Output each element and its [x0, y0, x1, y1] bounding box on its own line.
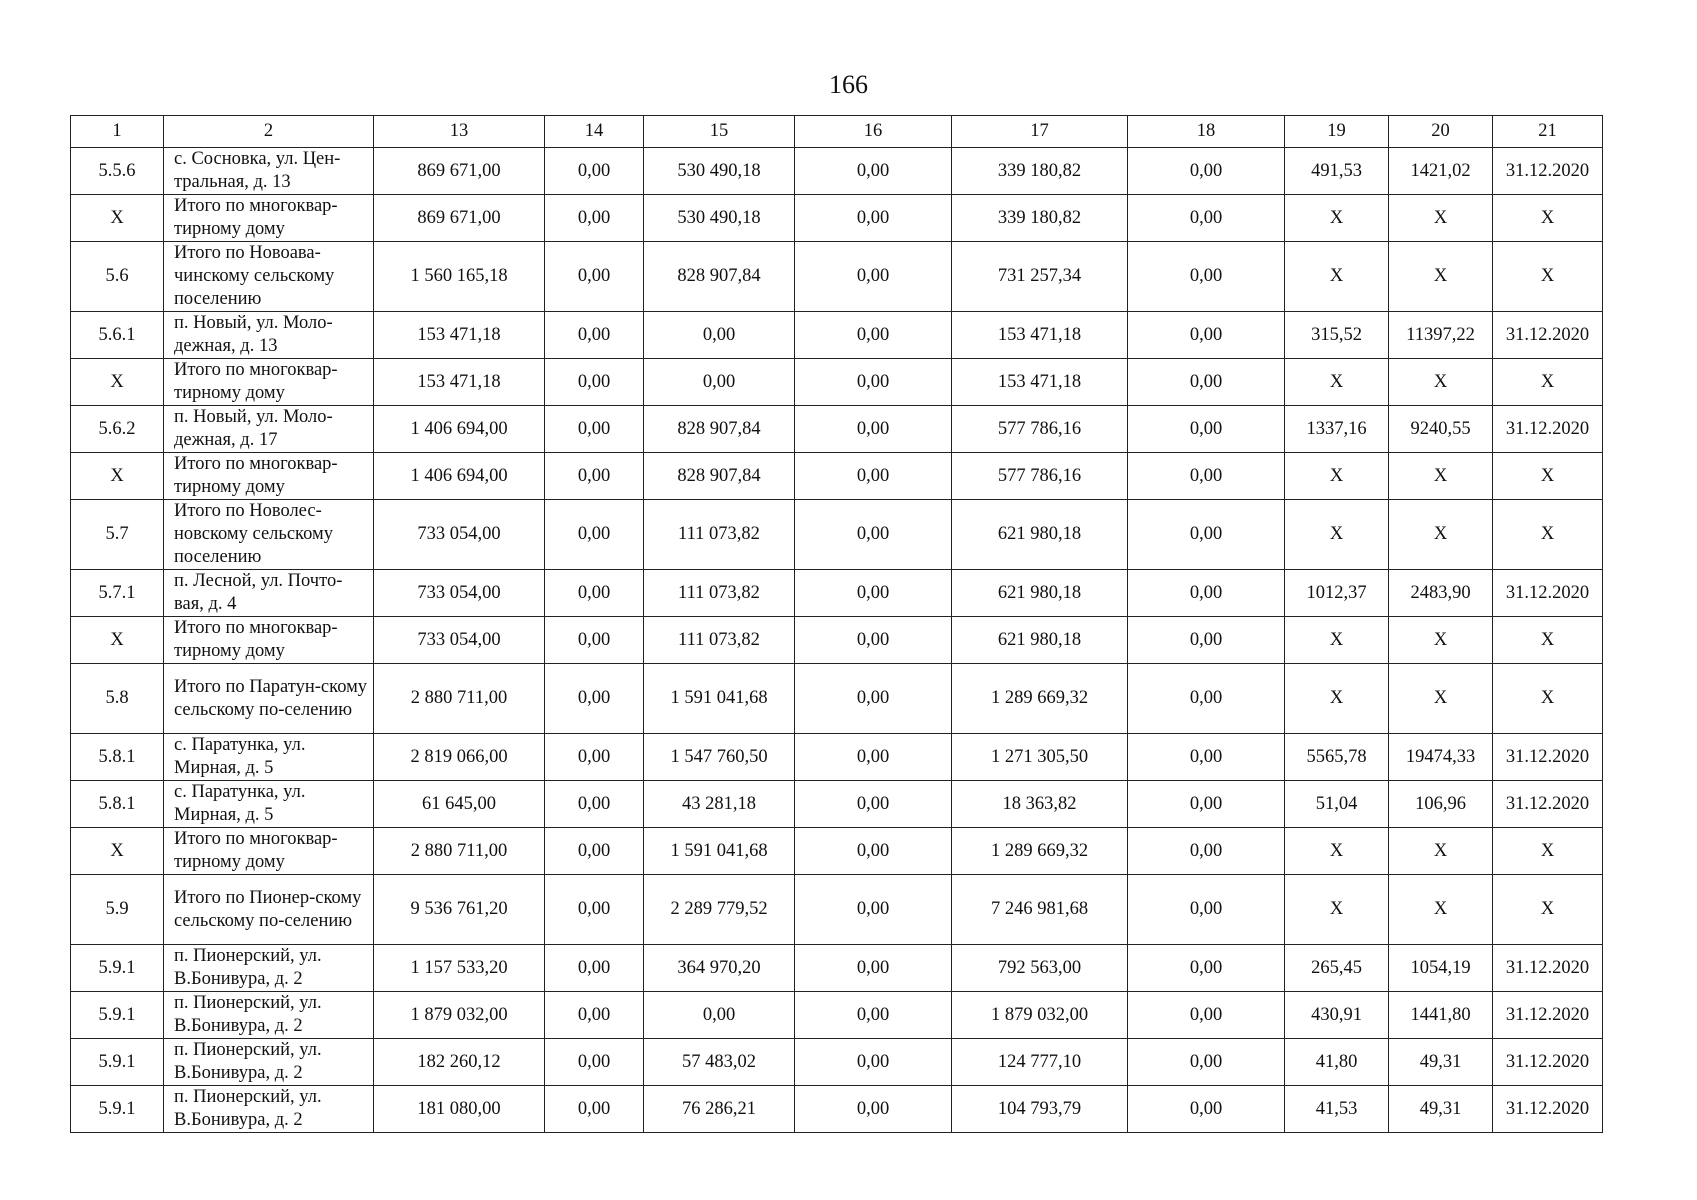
owners-funds-cell: 18 363,82: [952, 781, 1128, 828]
table-row: [71, 453, 1603, 500]
local-budget-cell: 0,00: [795, 992, 952, 1039]
owners-funds-cell: 339 180,82: [952, 148, 1128, 195]
other-cell: 0,00: [1128, 734, 1285, 781]
area-cell: 1012,37: [1285, 570, 1389, 617]
cost-per-unit-cell: 2483,90: [1389, 570, 1493, 617]
row-number-cell: 5.8.1: [71, 781, 164, 828]
other-cell: 0,00: [1128, 500, 1285, 570]
deadline-cell: 31.12.2020: [1493, 1039, 1603, 1086]
column-header: 21: [1493, 116, 1603, 148]
row-number-cell: X: [71, 453, 164, 500]
region-budget-cell: 364 970,20: [644, 945, 795, 992]
region-budget-cell: 0,00: [644, 359, 795, 406]
column-header: 16: [795, 116, 952, 148]
other-cell: 0,00: [1128, 1039, 1285, 1086]
table-row: [71, 617, 1603, 664]
local-budget-cell: 0,00: [795, 664, 952, 734]
other-cell: 0,00: [1128, 664, 1285, 734]
region-budget-cell: 530 490,18: [644, 148, 795, 195]
table-row: [71, 992, 1603, 1039]
address-cell: Итого по многоквар-тирному дому: [164, 359, 374, 406]
cost-per-unit-cell: X: [1389, 617, 1493, 664]
owners-funds-cell: 577 786,16: [952, 406, 1128, 453]
column-header: 13: [374, 116, 545, 148]
other-cell: 0,00: [1128, 242, 1285, 312]
row-number-cell: 5.9.1: [71, 1086, 164, 1133]
region-budget-cell: 828 907,84: [644, 242, 795, 312]
area-cell: 41,53: [1285, 1086, 1389, 1133]
cost-total-cell: 869 671,00: [374, 195, 545, 242]
local-budget-cell: 0,00: [795, 242, 952, 312]
deadline-cell: 31.12.2020: [1493, 570, 1603, 617]
address-cell: Итого по многоквар-тирному дому: [164, 617, 374, 664]
row-number-cell: 5.7: [71, 500, 164, 570]
owners-funds-cell: 124 777,10: [952, 1039, 1128, 1086]
budget-table: [70, 115, 1603, 1133]
fund-cell: 0,00: [545, 781, 644, 828]
area-cell: 430,91: [1285, 992, 1389, 1039]
address-cell: п. Новый, ул. Моло-дежная, д. 13: [164, 312, 374, 359]
address-cell: п. Пионерский, ул. В.Бонивура, д. 2: [164, 1086, 374, 1133]
other-cell: 0,00: [1128, 453, 1285, 500]
cost-total-cell: 2 880 711,00: [374, 664, 545, 734]
row-number-cell: 5.9: [71, 875, 164, 945]
cost-per-unit-cell: X: [1389, 875, 1493, 945]
row-number-cell: X: [71, 359, 164, 406]
cost-per-unit-cell: 49,31: [1389, 1039, 1493, 1086]
address-cell: Итого по Паратун-скому сельскому по-селению: [164, 664, 374, 734]
owners-funds-cell: 621 980,18: [952, 617, 1128, 664]
cost-per-unit-cell: 1421,02: [1389, 148, 1493, 195]
address-cell: п. Новый, ул. Моло-дежная, д. 17: [164, 406, 374, 453]
address-cell: Итого по Новолес-новскому сельскому поселению: [164, 500, 374, 570]
table-row: [71, 406, 1603, 453]
table-row: [71, 945, 1603, 992]
area-cell: X: [1285, 828, 1389, 875]
owners-funds-cell: 153 471,18: [952, 312, 1128, 359]
header-row: [71, 116, 1603, 148]
owners-funds-cell: 621 980,18: [952, 570, 1128, 617]
row-number-cell: 5.7.1: [71, 570, 164, 617]
cost-total-cell: 9 536 761,20: [374, 875, 545, 945]
row-number-cell: 5.6.1: [71, 312, 164, 359]
region-budget-cell: 57 483,02: [644, 1039, 795, 1086]
address-cell: п. Лесной, ул. Почто-вая, д. 4: [164, 570, 374, 617]
fund-cell: 0,00: [545, 570, 644, 617]
local-budget-cell: 0,00: [795, 1039, 952, 1086]
area-cell: X: [1285, 242, 1389, 312]
owners-funds-cell: 731 257,34: [952, 242, 1128, 312]
row-number-cell: 5.8: [71, 664, 164, 734]
cost-total-cell: 153 471,18: [374, 312, 545, 359]
local-budget-cell: 0,00: [795, 406, 952, 453]
region-budget-cell: 1 547 760,50: [644, 734, 795, 781]
deadline-cell: X: [1493, 875, 1603, 945]
cost-per-unit-cell: X: [1389, 828, 1493, 875]
other-cell: 0,00: [1128, 570, 1285, 617]
column-header: 2: [164, 116, 374, 148]
region-budget-cell: 828 907,84: [644, 453, 795, 500]
region-budget-cell: 828 907,84: [644, 406, 795, 453]
row-number-cell: 5.6: [71, 242, 164, 312]
cost-per-unit-cell: 19474,33: [1389, 734, 1493, 781]
address-cell: Итого по многоквар-тирному дому: [164, 828, 374, 875]
local-budget-cell: 0,00: [795, 195, 952, 242]
table-row: [71, 875, 1603, 945]
region-budget-cell: 76 286,21: [644, 1086, 795, 1133]
deadline-cell: X: [1493, 453, 1603, 500]
address-cell: п. Пионерский, ул. В.Бонивура, д. 2: [164, 992, 374, 1039]
column-header: 18: [1128, 116, 1285, 148]
local-budget-cell: 0,00: [795, 875, 952, 945]
other-cell: 0,00: [1128, 875, 1285, 945]
local-budget-cell: 0,00: [795, 359, 952, 406]
cost-total-cell: 2 819 066,00: [374, 734, 545, 781]
row-number-cell: 5.9.1: [71, 1039, 164, 1086]
owners-funds-cell: 792 563,00: [952, 945, 1128, 992]
deadline-cell: X: [1493, 828, 1603, 875]
fund-cell: 0,00: [545, 500, 644, 570]
owners-funds-cell: 7 246 981,68: [952, 875, 1128, 945]
fund-cell: 0,00: [545, 242, 644, 312]
deadline-cell: 31.12.2020: [1493, 1086, 1603, 1133]
cost-per-unit-cell: X: [1389, 359, 1493, 406]
fund-cell: 0,00: [545, 1086, 644, 1133]
address-cell: п. Пионерский, ул. В.Бонивура, д. 2: [164, 1039, 374, 1086]
region-budget-cell: 111 073,82: [644, 570, 795, 617]
area-cell: 41,80: [1285, 1039, 1389, 1086]
cost-per-unit-cell: 9240,55: [1389, 406, 1493, 453]
row-number-cell: 5.9.1: [71, 992, 164, 1039]
local-budget-cell: 0,00: [795, 148, 952, 195]
fund-cell: 0,00: [545, 312, 644, 359]
region-budget-cell: 1 591 041,68: [644, 828, 795, 875]
fund-cell: 0,00: [545, 195, 644, 242]
fund-cell: 0,00: [545, 1039, 644, 1086]
region-budget-cell: 2 289 779,52: [644, 875, 795, 945]
local-budget-cell: 0,00: [795, 617, 952, 664]
table-row: [71, 570, 1603, 617]
cost-per-unit-cell: X: [1389, 242, 1493, 312]
fund-cell: 0,00: [545, 453, 644, 500]
column-header: 20: [1389, 116, 1493, 148]
fund-cell: 0,00: [545, 148, 644, 195]
deadline-cell: 31.12.2020: [1493, 312, 1603, 359]
area-cell: 5565,78: [1285, 734, 1389, 781]
row-number-cell: X: [71, 828, 164, 875]
cost-total-cell: 869 671,00: [374, 148, 545, 195]
area-cell: 265,45: [1285, 945, 1389, 992]
page-number: 166: [829, 70, 868, 99]
cost-per-unit-cell: X: [1389, 500, 1493, 570]
address-cell: п. Пионерский, ул. В.Бонивура, д. 2: [164, 945, 374, 992]
deadline-cell: X: [1493, 242, 1603, 312]
cost-total-cell: 733 054,00: [374, 617, 545, 664]
area-cell: X: [1285, 359, 1389, 406]
cost-per-unit-cell: 49,31: [1389, 1086, 1493, 1133]
cost-total-cell: 1 560 165,18: [374, 242, 545, 312]
row-number-cell: X: [71, 617, 164, 664]
local-budget-cell: 0,00: [795, 453, 952, 500]
fund-cell: 0,00: [545, 734, 644, 781]
fund-cell: 0,00: [545, 617, 644, 664]
cost-total-cell: 61 645,00: [374, 781, 545, 828]
fund-cell: 0,00: [545, 945, 644, 992]
area-cell: 491,53: [1285, 148, 1389, 195]
column-header: 17: [952, 116, 1128, 148]
deadline-cell: 31.12.2020: [1493, 781, 1603, 828]
area-cell: X: [1285, 453, 1389, 500]
column-header: 15: [644, 116, 795, 148]
column-header: 19: [1285, 116, 1389, 148]
owners-funds-cell: 577 786,16: [952, 453, 1128, 500]
row-number-cell: 5.5.6: [71, 148, 164, 195]
cost-total-cell: 181 080,00: [374, 1086, 545, 1133]
table-row: [71, 359, 1603, 406]
cost-total-cell: 1 157 533,20: [374, 945, 545, 992]
deadline-cell: 31.12.2020: [1493, 148, 1603, 195]
deadline-cell: X: [1493, 195, 1603, 242]
cost-per-unit-cell: 1054,19: [1389, 945, 1493, 992]
area-cell: X: [1285, 664, 1389, 734]
local-budget-cell: 0,00: [795, 828, 952, 875]
deadline-cell: 31.12.2020: [1493, 992, 1603, 1039]
fund-cell: 0,00: [545, 359, 644, 406]
fund-cell: 0,00: [545, 992, 644, 1039]
region-budget-cell: 0,00: [644, 992, 795, 1039]
cost-total-cell: 2 880 711,00: [374, 828, 545, 875]
table-row: [71, 242, 1603, 312]
other-cell: 0,00: [1128, 781, 1285, 828]
fund-cell: 0,00: [545, 828, 644, 875]
other-cell: 0,00: [1128, 312, 1285, 359]
owners-funds-cell: 339 180,82: [952, 195, 1128, 242]
deadline-cell: X: [1493, 500, 1603, 570]
row-number-cell: 5.8.1: [71, 734, 164, 781]
area-cell: 1337,16: [1285, 406, 1389, 453]
table-row: [71, 734, 1603, 781]
area-cell: X: [1285, 500, 1389, 570]
cost-total-cell: 733 054,00: [374, 500, 545, 570]
owners-funds-cell: 104 793,79: [952, 1086, 1128, 1133]
address-cell: Итого по Пионер-скому сельскому по-селению: [164, 875, 374, 945]
column-header: 14: [545, 116, 644, 148]
address-cell: Итого по Новоава-чинскому сельскому поселению: [164, 242, 374, 312]
other-cell: 0,00: [1128, 992, 1285, 1039]
cost-total-cell: 1 406 694,00: [374, 406, 545, 453]
region-budget-cell: 530 490,18: [644, 195, 795, 242]
table-row: [71, 781, 1603, 828]
local-budget-cell: 0,00: [795, 734, 952, 781]
owners-funds-cell: 1 271 305,50: [952, 734, 1128, 781]
deadline-cell: 31.12.2020: [1493, 406, 1603, 453]
table-row: [71, 1039, 1603, 1086]
other-cell: 0,00: [1128, 945, 1285, 992]
local-budget-cell: 0,00: [795, 781, 952, 828]
region-budget-cell: 1 591 041,68: [644, 664, 795, 734]
owners-funds-cell: 153 471,18: [952, 359, 1128, 406]
table-body: [71, 148, 1603, 1133]
area-cell: X: [1285, 195, 1389, 242]
fund-cell: 0,00: [545, 664, 644, 734]
local-budget-cell: 0,00: [795, 312, 952, 359]
column-header: 1: [71, 116, 164, 148]
area-cell: 315,52: [1285, 312, 1389, 359]
area-cell: X: [1285, 617, 1389, 664]
address-cell: Итого по многоквар-тирному дому: [164, 453, 374, 500]
cost-total-cell: 1 879 032,00: [374, 992, 545, 1039]
other-cell: 0,00: [1128, 617, 1285, 664]
address-cell: с. Паратунка, ул. Мирная, д. 5: [164, 734, 374, 781]
other-cell: 0,00: [1128, 359, 1285, 406]
cost-per-unit-cell: 11397,22: [1389, 312, 1493, 359]
region-budget-cell: 43 281,18: [644, 781, 795, 828]
cost-per-unit-cell: 1441,80: [1389, 992, 1493, 1039]
table-row: [71, 312, 1603, 359]
local-budget-cell: 0,00: [795, 570, 952, 617]
other-cell: 0,00: [1128, 828, 1285, 875]
cost-total-cell: 153 471,18: [374, 359, 545, 406]
other-cell: 0,00: [1128, 406, 1285, 453]
table-row: [71, 1086, 1603, 1133]
owners-funds-cell: 1 289 669,32: [952, 828, 1128, 875]
table-row: [71, 664, 1603, 734]
row-number-cell: X: [71, 195, 164, 242]
table-row: [71, 500, 1603, 570]
deadline-cell: 31.12.2020: [1493, 734, 1603, 781]
owners-funds-cell: 1 879 032,00: [952, 992, 1128, 1039]
table-row: [71, 195, 1603, 242]
address-cell: Итого по многоквар-тирному дому: [164, 195, 374, 242]
row-number-cell: 5.9.1: [71, 945, 164, 992]
table-row: [71, 828, 1603, 875]
other-cell: 0,00: [1128, 1086, 1285, 1133]
other-cell: 0,00: [1128, 195, 1285, 242]
deadline-cell: X: [1493, 617, 1603, 664]
deadline-cell: 31.12.2020: [1493, 945, 1603, 992]
owners-funds-cell: 621 980,18: [952, 500, 1128, 570]
deadline-cell: X: [1493, 359, 1603, 406]
other-cell: 0,00: [1128, 148, 1285, 195]
row-number-cell: 5.6.2: [71, 406, 164, 453]
cost-total-cell: 182 260,12: [374, 1039, 545, 1086]
cost-total-cell: 1 406 694,00: [374, 453, 545, 500]
local-budget-cell: 0,00: [795, 945, 952, 992]
cost-per-unit-cell: X: [1389, 664, 1493, 734]
cost-per-unit-cell: 106,96: [1389, 781, 1493, 828]
local-budget-cell: 0,00: [795, 1086, 952, 1133]
address-cell: с. Сосновка, ул. Цен-тральная, д. 13: [164, 148, 374, 195]
local-budget-cell: 0,00: [795, 500, 952, 570]
region-budget-cell: 111 073,82: [644, 500, 795, 570]
address-cell: с. Паратунка, ул. Мирная, д. 5: [164, 781, 374, 828]
region-budget-cell: 111 073,82: [644, 617, 795, 664]
area-cell: 51,04: [1285, 781, 1389, 828]
region-budget-cell: 0,00: [644, 312, 795, 359]
table-row: [71, 148, 1603, 195]
cost-total-cell: 733 054,00: [374, 570, 545, 617]
fund-cell: 0,00: [545, 406, 644, 453]
cost-per-unit-cell: X: [1389, 453, 1493, 500]
deadline-cell: X: [1493, 664, 1603, 734]
cost-per-unit-cell: X: [1389, 195, 1493, 242]
fund-cell: 0,00: [545, 875, 644, 945]
owners-funds-cell: 1 289 669,32: [952, 664, 1128, 734]
area-cell: X: [1285, 875, 1389, 945]
